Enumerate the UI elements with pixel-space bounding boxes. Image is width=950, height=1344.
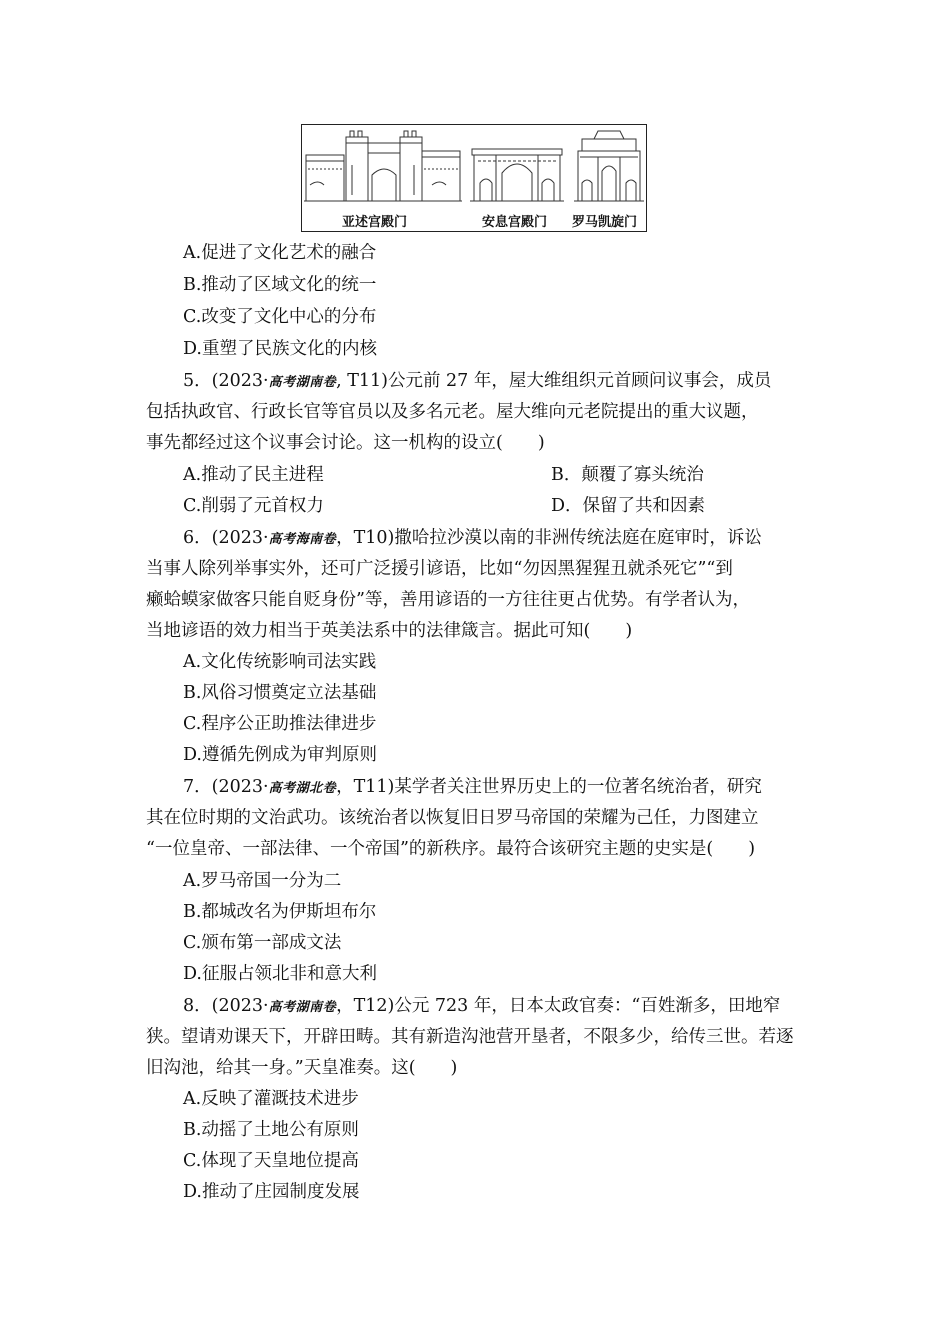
q8-stem-line-2: 狭。望请劝课天下，开辟田畴。其有新造沟池营开垦者，不限多少，给传三世。若逐	[146, 1027, 794, 1047]
q6-stem-text: ，T10)撒哈拉沙漠以南的非洲传统法庭在庭审时，诉讼	[336, 528, 762, 548]
q6-option-c: C.程序公正助推法律进步	[183, 714, 377, 734]
q7-number: 7．(2023·	[183, 777, 269, 797]
q8-option-d: D.推动了庄园制度发展	[183, 1182, 360, 1202]
q8-stem-line-3: 旧沟池，给其一身。”天皇准奏。这( )	[146, 1058, 458, 1078]
q6-source: 高考海南卷	[268, 532, 337, 547]
q7-stem-line-2: 其在位时期的文治武功。该统治者以恢复旧日罗马帝国的荣耀为己任，力图建立	[146, 808, 759, 828]
q5-stem-line-2: 包括执政官、行政长官等官员以及多名元老。屋大维向元老院提出的重大议题，	[146, 402, 759, 422]
q4-option-a: A.促进了文化艺术的融合	[183, 243, 377, 263]
q5-stem-line-3: 事先都经过这个议事会讨论。这一机构的设立( )	[146, 433, 545, 453]
q5-option-b: B．颠覆了寡头统治	[551, 465, 704, 485]
q7-option-a: A.罗马帝国一分为二	[183, 871, 342, 891]
caption-assyrian-gate: 亚述宫殿门	[342, 215, 408, 230]
q6-stem-line-3: 癞蛤蟆家做客只能自贬身份”等，善用谚语的一方往往更占优势。有学者认为，	[146, 590, 750, 610]
q8-source: 高考湖南卷	[268, 1000, 337, 1015]
q8-stem-text: ，T12)公元 723 年，日本太政官奏：“百姓渐多，田地窄	[336, 996, 781, 1016]
q5-option-c: C.削弱了元首权力	[183, 496, 324, 516]
q7-stem-text: ，T11)某学者关注世界历史上的一位著名统治者，研究	[336, 777, 762, 797]
q6-option-a: A.文化传统影响司法实践	[183, 652, 377, 672]
q6-option-b: B.风俗习惯奠定立法基础	[183, 683, 377, 703]
caption-roman-arch: 罗马凯旋门	[572, 215, 638, 230]
caption-parthian-gate: 安息宫殿门	[482, 215, 548, 230]
q7-option-b: B.都城改名为伊斯坦布尔	[183, 902, 377, 922]
q7-option-c: C.颁布第一部成文法	[183, 933, 342, 953]
q7-option-d: D.征服占领北非和意大利	[183, 964, 377, 984]
q5-stem-text: , T11)公元前 27 年，屋大维组织元首顾问议事会，成员	[336, 371, 772, 391]
q5-source: 高考湖南卷	[268, 375, 337, 390]
assyrian-gate-drawing	[304, 131, 462, 201]
q4-option-b: B.推动了区域文化的统一	[183, 275, 377, 295]
q5-number: 5．(2023·	[183, 371, 269, 391]
q6-stem-line-1	[183, 527, 762, 551]
q6-stem-line-4: 当地谚语的效力相当于英美法系中的法律箴言。据此可知( )	[146, 621, 633, 641]
q8-stem-line-1	[183, 995, 780, 1019]
q6-stem-line-2: 当事人除列举事实外，还可广泛援引谚语，比如“勿因黑猩猩丑就杀死它”“到	[146, 559, 733, 579]
q4-option-d: D.重塑了民族文化的内核	[183, 339, 377, 359]
q4-option-c: C.改变了文化中心的分布	[183, 307, 377, 327]
q5-stem-line-1	[183, 370, 771, 394]
q5-option-a: A.推动了民主进程	[183, 465, 324, 485]
q7-source: 高考湖北卷	[268, 781, 337, 796]
q6-option-d: D.遵循先例成为审判原则	[183, 745, 377, 765]
parthian-gate-drawing	[470, 149, 564, 201]
q6-number: 6．(2023·	[183, 528, 269, 548]
q7-stem-line-3: “一位皇帝、一部法律、一个帝国”的新秩序。最符合该研究主题的史实是( )	[146, 839, 756, 859]
q5-option-d: D．保留了共和因素	[551, 496, 706, 516]
q8-option-a: A.反映了灌溉技术进步	[183, 1089, 359, 1109]
q7-stem-line-1	[183, 776, 762, 800]
roman-arch-drawing	[574, 131, 644, 201]
q8-number: 8．(2023·	[183, 996, 269, 1016]
q8-option-c: C.体现了天皇地位提高	[183, 1151, 359, 1171]
gates-figure	[301, 124, 647, 232]
q8-option-b: B.动摇了土地公有原则	[183, 1120, 359, 1140]
